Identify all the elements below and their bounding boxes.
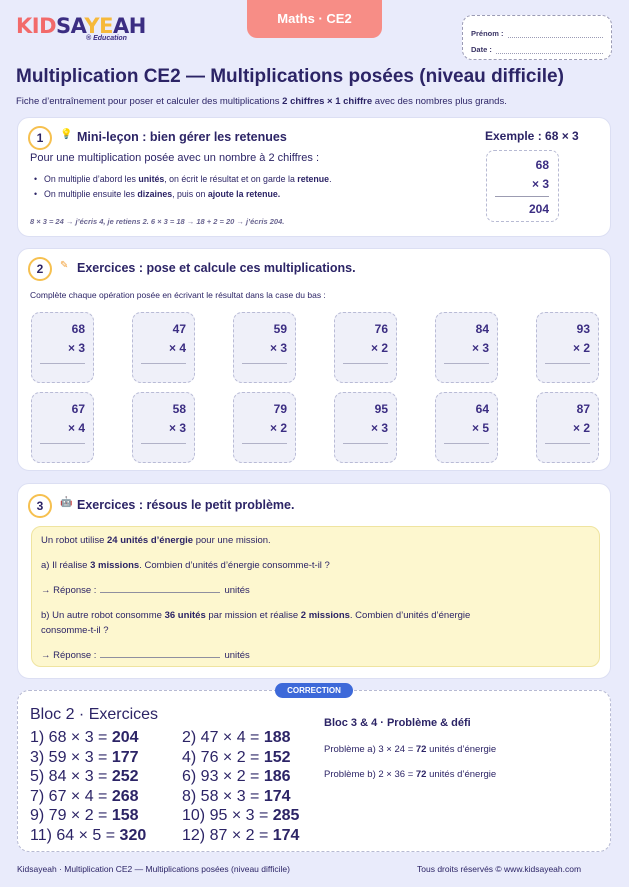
footer-right: Tous droits réservés © www.kidsayeah.com <box>417 864 582 874</box>
kidsayeah-logo: KIDSAYEAH ® Education <box>16 14 146 42</box>
operation-top-number: 64 <box>475 402 489 416</box>
operation-rule <box>444 363 489 364</box>
example-top-number: 68 <box>535 158 549 172</box>
section-2-card <box>17 248 611 471</box>
lesson-bullet-2: • On multiplie ensuite les dizaines, puis on ajoute la retenue. <box>34 187 454 202</box>
section-1-title: Mini-leçon : bien gérer les retenues <box>77 130 287 144</box>
section-1-card <box>17 117 611 237</box>
date-field[interactable] <box>496 46 603 54</box>
section-3-title: Exercices : résous le petit problème. <box>77 498 295 512</box>
operation-multiplier: × 2 <box>370 341 388 355</box>
operation-multiplier: × 5 <box>471 421 489 435</box>
operation-rule <box>444 443 489 444</box>
operation-top-number: 84 <box>475 322 489 336</box>
correction-item: 3) 59 × 3 = 177 <box>30 748 139 766</box>
lesson-bullets <box>34 172 454 202</box>
subject-tab: Maths · CE2 <box>247 0 382 38</box>
operation-box[interactable] <box>536 392 599 463</box>
operation-top-number: 87 <box>576 402 590 416</box>
section-3-number: 3 <box>28 494 52 518</box>
operation-top-number: 58 <box>172 402 186 416</box>
problem-box <box>31 526 600 667</box>
name-label: Prénom : <box>471 29 504 38</box>
operation-multiplier: × 3 <box>370 421 388 435</box>
operation-rule <box>40 443 85 444</box>
operation-rule <box>242 443 287 444</box>
correction-item: 12) 87 × 2 = 174 <box>182 827 300 844</box>
operation-top-number: 68 <box>71 322 85 336</box>
operation-top-number: 67 <box>71 402 85 416</box>
operation-box[interactable] <box>31 312 94 383</box>
operation-top-number: 93 <box>576 322 590 336</box>
answer-b-field[interactable] <box>100 650 220 658</box>
logo-subtitle: ® Education <box>86 35 127 42</box>
operation-top-number: 59 <box>273 322 287 336</box>
correction-item: 9) 79 × 2 = 158 <box>30 807 139 825</box>
section-1-number: 1 <box>28 126 52 150</box>
operation-box[interactable] <box>536 312 599 383</box>
operation-multiplier: × 3 <box>269 341 287 355</box>
correction-item: 6) 93 × 2 = 186 <box>182 768 291 786</box>
operation-rule <box>545 443 590 444</box>
question-b: b) Un autre robot consomme 36 unités par mission et réalise 2 missions. Combien d’unités d’énergie consomme-t-il ? <box>41 610 471 636</box>
operation-multiplier: × 4 <box>67 421 85 435</box>
footer-left: Kidsayeah · Multiplication CE2 — Multiplications posées (niveau difficile) <box>17 864 290 874</box>
section-3-card <box>17 483 611 679</box>
operation-top-number: 79 <box>273 402 287 416</box>
pencil-icon: ✎ <box>60 260 69 271</box>
operation-multiplier: × 3 <box>67 341 85 355</box>
example-multiplier: × 3 <box>531 177 549 191</box>
operation-rule <box>141 443 186 444</box>
operation-multiplier: × 3 <box>471 341 489 355</box>
name-field[interactable] <box>508 30 603 38</box>
correction-item: 8) 58 × 3 = 174 <box>182 787 291 805</box>
operation-top-number: 95 <box>374 402 388 416</box>
lesson-note: 8 × 3 = 24 → j’écris 4, je retiens 2. 6 × 3 = 18 → 18 + 2 = 20 → j’écris 204. <box>30 217 285 226</box>
example-result: 204 <box>528 202 549 216</box>
page-title: Multiplication CE2 — Multiplications posées (niveau difficile) <box>16 66 564 87</box>
operation-rule <box>545 363 590 364</box>
operation-box[interactable] <box>233 312 296 383</box>
robot-icon: 🤖 <box>60 497 73 508</box>
exercise-instruction: Complète chaque opération posée en écrivant le résultat dans la case du bas : <box>30 290 326 300</box>
operation-box[interactable] <box>435 392 498 463</box>
operation-box[interactable] <box>31 392 94 463</box>
operation-rule <box>40 363 85 364</box>
bloc34-title: Bloc 3 & 4 · Problème & défi <box>324 717 471 729</box>
correction-item: 10) 95 × 3 = 285 <box>182 807 300 825</box>
lightbulb-icon: 💡 <box>60 129 73 140</box>
correction-item: 2) 47 × 4 = 188 <box>182 729 291 746</box>
correction-item: 4) 76 × 2 = 152 <box>182 748 291 766</box>
correction-item: 7) 67 × 4 = 268 <box>30 787 139 805</box>
lesson-bullet-1: • On multiplie d’abord les unités, on écrit le résultat et on garde la retenue. <box>34 172 454 187</box>
operation-rule <box>242 363 287 364</box>
name-date-box <box>462 15 612 60</box>
bloc2-title: Bloc 2 · Exercices <box>30 706 159 723</box>
operation-multiplier: × 2 <box>269 421 287 435</box>
operation-top-number: 47 <box>172 322 186 336</box>
operation-top-number: 76 <box>374 322 388 336</box>
lesson-intro: Pour une multiplication posée avec un nombre à 2 chiffres : <box>30 152 320 164</box>
problem-a-solution: Problème a) 3 × 24 = 72 unités d’énergie <box>324 744 497 755</box>
example-rule <box>495 196 549 197</box>
correction-badge: CORRECTION <box>275 683 353 698</box>
question-a: a) Il réalise 3 missions. Combien d’unités d’énergie consomme-t-il ? <box>41 560 330 571</box>
operation-rule <box>343 363 388 364</box>
answer-b-row: → Réponse : unités <box>41 650 250 661</box>
page-subtitle: Fiche d’entraînement pour poser et calculer des multiplications 2 chiffres × 1 chiffre avec des nombres plus grands. <box>16 96 507 107</box>
operation-box[interactable] <box>233 392 296 463</box>
date-label: Date : <box>471 45 492 54</box>
answer-a-row: → Réponse : unités <box>41 585 250 596</box>
operation-multiplier: × 3 <box>168 421 186 435</box>
operation-box[interactable] <box>435 312 498 383</box>
operation-multiplier: × 2 <box>572 341 590 355</box>
example-title: Exemple : 68 × 3 <box>485 129 579 143</box>
operation-box[interactable] <box>334 392 397 463</box>
section-2-title: Exercices : pose et calcule ces multiplications. <box>77 261 356 275</box>
section-2-number: 2 <box>28 257 52 281</box>
correction-item: 5) 84 × 3 = 252 <box>30 768 139 786</box>
operation-box[interactable] <box>132 392 195 463</box>
operation-multiplier: × 2 <box>572 421 590 435</box>
example-operation <box>486 150 559 222</box>
correction-item: 1) 68 × 3 = 204 <box>30 729 139 746</box>
operation-rule <box>343 443 388 444</box>
operation-box[interactable] <box>132 312 195 383</box>
problem-b-solution: Problème b) 2 × 36 = 72 unités d’énergie <box>324 769 497 780</box>
operation-multiplier: × 4 <box>168 341 186 355</box>
operation-rule <box>141 363 186 364</box>
operation-box[interactable] <box>334 312 397 383</box>
problem-context: Un robot utilise 24 unités d’énergie pour une mission. <box>41 535 271 546</box>
correction-item: 11) 64 × 5 = 320 <box>30 827 147 844</box>
answer-a-field[interactable] <box>100 585 220 593</box>
